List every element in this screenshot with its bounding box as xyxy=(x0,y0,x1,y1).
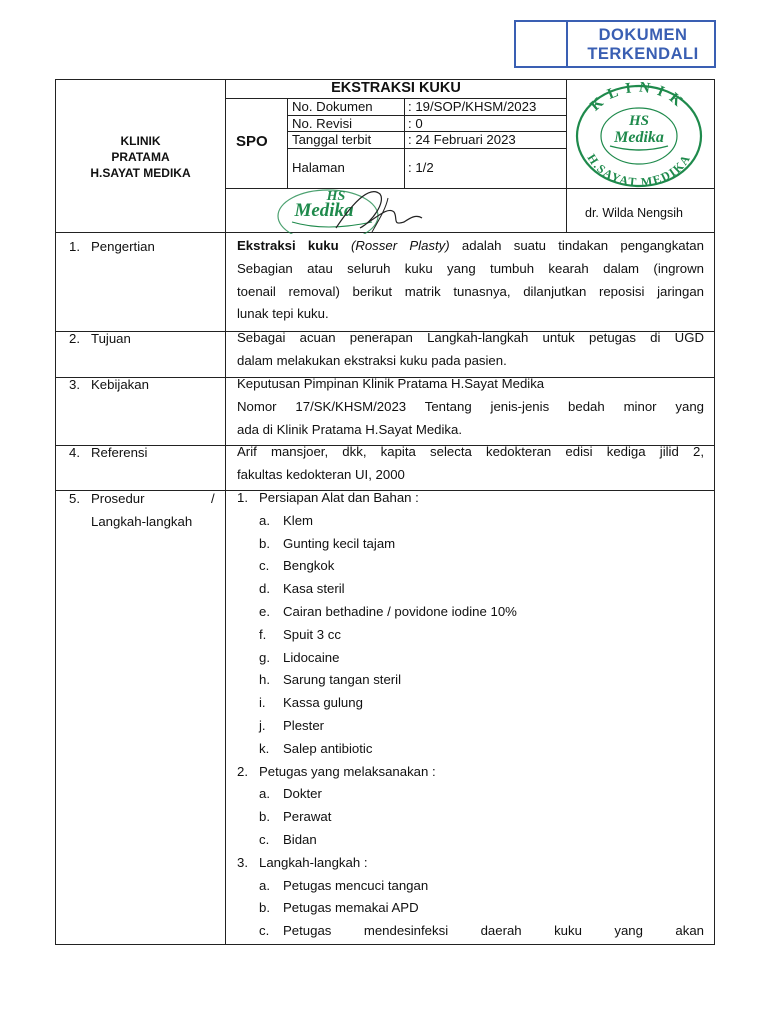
prosedur-item-letter: j. xyxy=(259,717,266,733)
prosedur-item-letter: i. xyxy=(259,695,266,711)
section-number-5: 5. xyxy=(69,491,80,506)
spo-divider xyxy=(287,98,288,188)
referensi-line-1: Arif mansjoer, dkk, kapita selecta kedokteran edisi kediga jilid 2, xyxy=(237,444,704,459)
prosedur-item-text: Salep antibiotic xyxy=(283,740,373,756)
section-number-3: 3. xyxy=(69,377,80,392)
section-label-langkah: Langkah-langkah xyxy=(91,514,193,529)
clinic-name xyxy=(56,133,225,181)
prosedur-item xyxy=(237,510,704,533)
kebijakan-line-1: Keputusan Pimpinan Klinik Pratama H.Sayat Medika xyxy=(237,376,545,391)
section-body-tujuan xyxy=(237,327,704,373)
prosedur-item-letter: h. xyxy=(259,672,270,688)
referensi-line-2: fakultas kedokteran UI, 2000 xyxy=(237,466,405,482)
stamp-line-1: DOKUMEN xyxy=(598,26,688,44)
pengertian-term-italic: (Rosser Plasty) xyxy=(350,238,450,253)
field-value-halaman: : 1/2 xyxy=(408,160,434,175)
table-col-divider xyxy=(225,79,226,945)
prosedur-item xyxy=(237,533,704,556)
section-body-pengertian xyxy=(237,235,704,326)
section-label-pengertian: Pengertian xyxy=(91,239,155,254)
table-border-bottom xyxy=(55,944,714,945)
prosedur-item xyxy=(237,715,704,738)
prosedur-item-text: Gunting kecil tajam xyxy=(283,535,396,551)
prosedur-group-label: Langkah-langkah : xyxy=(259,854,368,870)
signatory-name: dr. Wilda Nengsih xyxy=(585,206,683,220)
prosedur-item xyxy=(237,647,704,670)
field-value-no-dokumen: : 19/SOP/KHSM/2023 xyxy=(408,99,537,114)
header-logo-divider xyxy=(566,79,567,232)
prosedur-group-title xyxy=(237,761,704,784)
field-label-tanggal-terbit: Tanggal terbit xyxy=(292,132,372,147)
prosedur-item xyxy=(237,920,704,943)
section-body-kebijakan xyxy=(237,373,704,441)
prosedur-item-text: Bengkok xyxy=(283,558,335,574)
pengertian-line-3: toenail removal) berikut matrik tunasnya, dilanjutkan reposisi jaringan xyxy=(237,283,704,299)
section-label-referensi: Referensi xyxy=(91,445,148,460)
prosedur-item-text: Bidan xyxy=(283,831,317,847)
tujuan-line-1: Sebagai acuan penerapan Langkah-langkah untuk petugas di UGD xyxy=(237,330,704,345)
prosedur-item-letter: b. xyxy=(259,809,270,825)
section-body-referensi xyxy=(237,441,704,487)
tujuan-line-2: dalam melakukan ekstraksi kuku pada pasien. xyxy=(237,352,507,368)
controlled-document-stamp xyxy=(514,20,716,68)
prosedur-item xyxy=(237,897,704,920)
prosedur-item-letter: c. xyxy=(259,923,270,939)
section-number-2: 2. xyxy=(69,331,80,346)
prosedur-item xyxy=(237,692,704,715)
svg-text:HS: HS xyxy=(628,113,650,129)
field-label-no-dokumen: No. Dokumen xyxy=(292,99,373,114)
prosedur-item-text: Cairan bethadine / povidone iodine 10% xyxy=(283,603,517,619)
prosedur-group-number: 2. xyxy=(237,763,248,779)
prosedur-item-text: Petugas mencuci tangan xyxy=(283,877,429,893)
table-border-right xyxy=(714,79,715,945)
prosedur-item xyxy=(237,875,704,898)
spo-label: SPO xyxy=(236,133,268,150)
prosedur-item-text: Dokter xyxy=(283,786,322,802)
svg-text:HS: HS xyxy=(326,189,346,204)
stamp-text xyxy=(570,26,716,64)
prosedur-item-letter: d. xyxy=(259,581,270,597)
prosedur-item xyxy=(237,601,704,624)
stamp-divider xyxy=(566,20,568,68)
prosedur-item-letter: a. xyxy=(259,877,270,893)
prosedur-item-letter: c. xyxy=(259,831,270,847)
prosedur-item-letter: c. xyxy=(259,558,270,574)
pengertian-line-2: Sebagian atau seluruh kuku yang tumbuh kearah dalam (ingrown xyxy=(237,260,704,276)
clinic-logo xyxy=(574,82,704,188)
prosedur-item-text: Plester xyxy=(283,717,325,733)
prosedur-group-number: 1. xyxy=(237,490,248,505)
prosedur-group-label: Persiapan Alat dan Bahan : xyxy=(259,490,419,505)
section-number-4: 4. xyxy=(69,445,80,460)
pengertian-term: Ekstraksi kuku xyxy=(237,238,339,253)
prosedur-item-letter: k. xyxy=(259,740,270,756)
kebijakan-line-3: ada di Klinik Pratama H.Sayat Medika. xyxy=(237,421,463,437)
prosedur-group-title xyxy=(237,487,704,510)
field-label-no-revisi: No. Revisi xyxy=(292,116,353,131)
pengertian-line-4: lunak tepi kuku. xyxy=(237,306,329,322)
prosedur-item xyxy=(237,578,704,601)
prosedur-item-letter: e. xyxy=(259,603,270,619)
prosedur-item-text: Klem xyxy=(283,512,314,528)
section-label-tujuan: Tujuan xyxy=(91,331,131,346)
prosedur-group-title xyxy=(237,852,704,875)
prosedur-item-text: Kasa steril xyxy=(283,581,345,597)
clinic-name-line-3: H.SAYAT MEDIKA xyxy=(90,166,191,180)
svg-text:Medika: Medika xyxy=(294,200,354,221)
prosedur-item-text: Spuit 3 cc xyxy=(283,626,341,642)
prosedur-item-letter: g. xyxy=(259,649,270,665)
prosedur-item-letter: b. xyxy=(259,900,270,916)
prosedur-item-text: Sarung tangan steril xyxy=(283,672,402,688)
svg-text:H.SAYAT MEDIKA: H.SAYAT MEDIKA xyxy=(584,151,694,188)
prosedur-item xyxy=(237,738,704,761)
field-label-halaman: Halaman xyxy=(292,160,345,175)
section-label-slash: / xyxy=(211,491,215,506)
prosedur-item xyxy=(237,669,704,692)
field-value-no-revisi: : 0 xyxy=(408,116,423,131)
prosedur-item-text: Lidocaine xyxy=(283,649,340,665)
section-label-kebijakan: Kebijakan xyxy=(91,377,149,392)
prosedur-item xyxy=(237,624,704,647)
kebijakan-line-2: Nomor 17/SK/KHSM/2023 Tentang jenis-jenis bedah minor yang xyxy=(237,398,704,414)
prosedur-item xyxy=(237,806,704,829)
prosedur-item-text: Petugas mendesinfeksi daerah kuku yang akan xyxy=(283,923,704,939)
prosedur-item-letter: a. xyxy=(259,512,270,528)
prosedur-item-letter: f. xyxy=(259,626,267,642)
clinic-name-line-1: KLINIK xyxy=(120,134,161,148)
field-value-tanggal-terbit: : 24 Februari 2023 xyxy=(408,132,516,147)
svg-text:Medika: Medika xyxy=(614,129,664,146)
table-border-left xyxy=(55,79,56,945)
section-number-1: 1. xyxy=(69,239,80,254)
prosedur-item xyxy=(237,783,704,806)
field-divider xyxy=(404,98,405,188)
pengertian-line-1-rest: adalah suatu tindakan pengangkatan xyxy=(461,238,704,253)
document-title: EKSTRAKSI KUKU xyxy=(331,80,461,96)
prosedur-item-letter: b. xyxy=(259,535,270,551)
prosedur-item xyxy=(237,555,704,578)
stamp-line-2: TERKENDALI xyxy=(587,45,699,63)
section-label-prosedur: Prosedur xyxy=(91,491,145,506)
field-row-3 xyxy=(287,148,566,149)
clinic-name-line-2: PRATAMA xyxy=(111,150,170,164)
prosedur-item-text: Petugas memakai APD xyxy=(283,900,419,916)
prosedur-item xyxy=(237,829,704,852)
prosedur-item-letter: a. xyxy=(259,786,270,802)
prosedur-list xyxy=(237,487,704,943)
svg-text:KLINIK: KLINIK xyxy=(587,82,691,115)
prosedur-item-text: Perawat xyxy=(283,809,332,825)
prosedur-group-number: 3. xyxy=(237,854,248,870)
prosedur-group-label: Petugas yang melaksanakan : xyxy=(259,763,436,779)
prosedur-item-text: Kassa gulung xyxy=(283,695,363,711)
pengertian-line-1 xyxy=(237,235,704,258)
signature-stamp xyxy=(276,188,436,234)
